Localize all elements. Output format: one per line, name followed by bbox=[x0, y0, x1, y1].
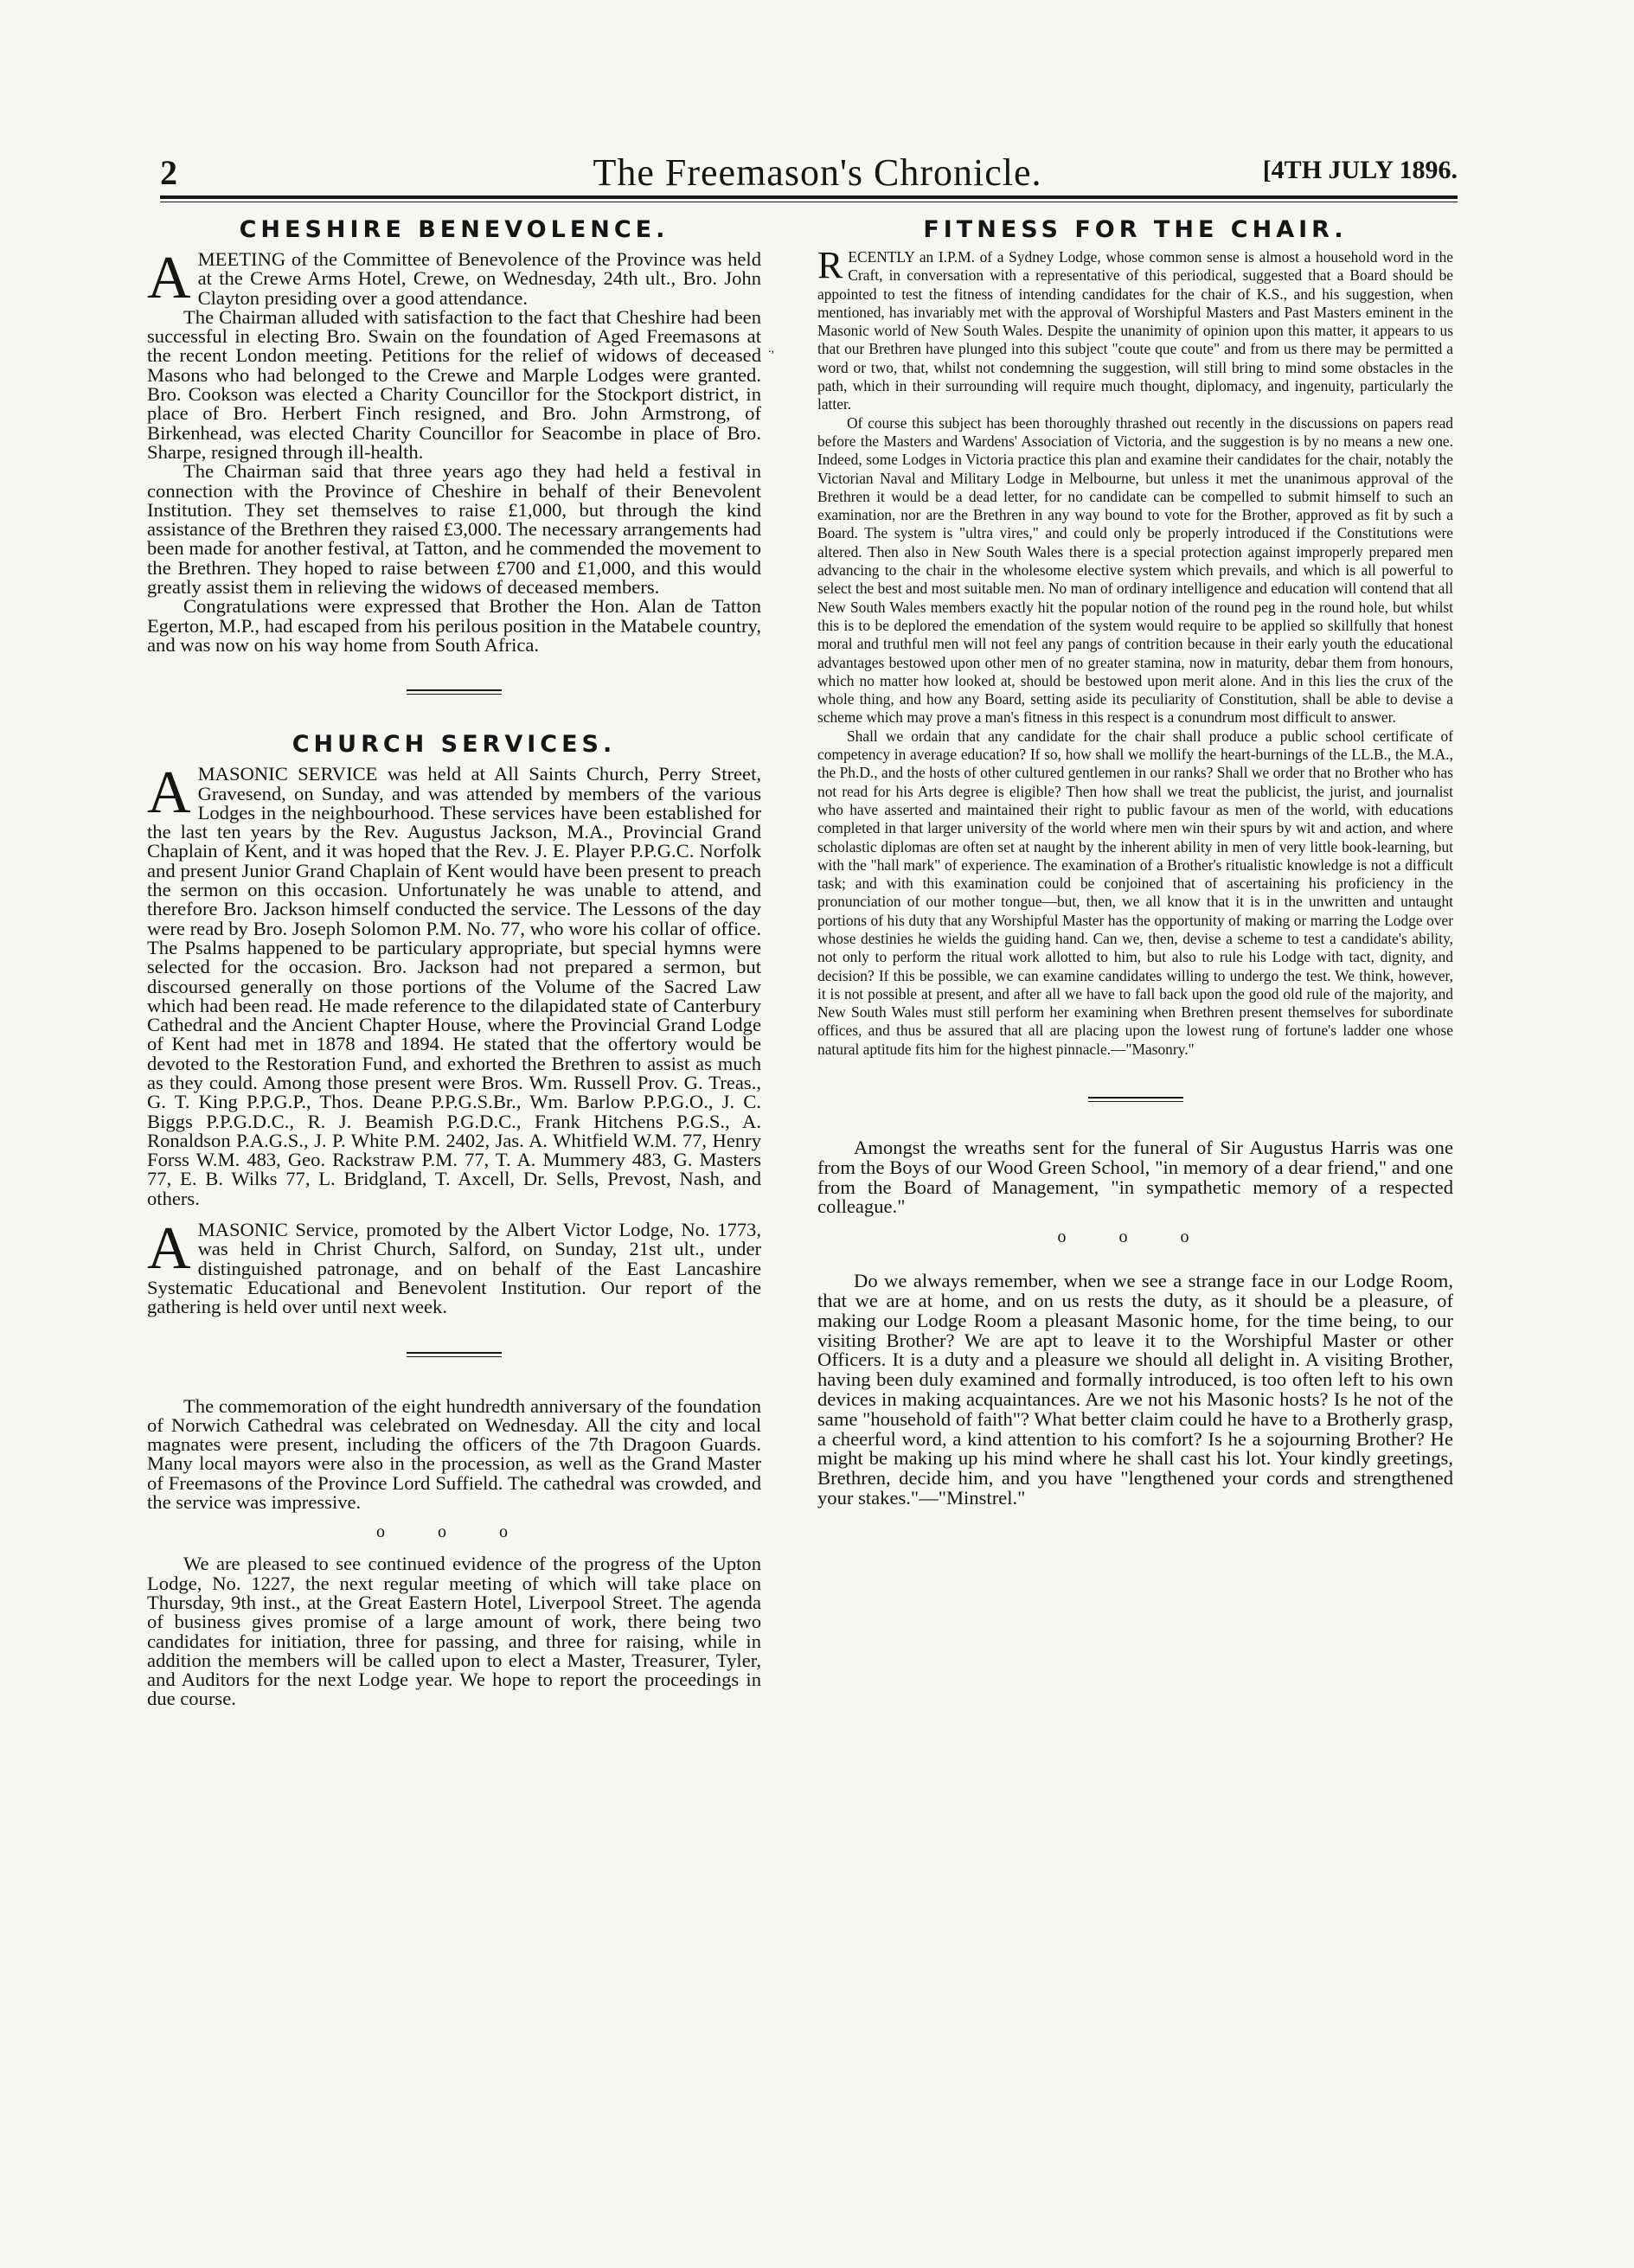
fitness-paragraph-1: RECENTLY an I.P.M. of a Sydney Lodge, whose common sense is almost a household word in the Craft, in conversation with a representative of this periodical, suggested that a Board should be appointed to test the fitness of intending candidates for the chair of K.S., and his suggestion, when mentioned, has invariably met with the approval of Worshipful Masters and Past Masters eminent in the Masonic world of New South Wales. Despite the unanimity of opinion upon this matter, it appears to us that our Brethren have plunged into this subject "coute que coute" and from us there may be permitted a word or two, that, whilst not condemning the suggestion, will still bring to mind some obstacles in the path, which in their surrounding will require much thought, diplomacy, and ingenuity, particularly the latter. bbox=[817, 244, 1453, 413]
ornament-dots: o o o bbox=[376, 1522, 532, 1542]
cheshire-paragraph-1: AMEETING of the Committee of Benevolence of the Province was held at the Crewe Arms Hotel, Crewe, on Wednesday, 24th ult., Bro. John Clayton presiding over a good attendance. bbox=[147, 245, 761, 311]
cheshire-paragraph-3: The Chairman said that three years ago they had held a festival in connection with the Province of Cheshire in behalf of their Benevolent Institution. They set themselves to raise £1,000, but through the kind assistance of the Brethren they raised £3,000. The necessary arrangements had been made for another festival, at Tatton, and he commended the movement to the Brethren. They hoped to raise between £700 and £1,000, and this would greatly assist them in relieving the widows of deceased members. bbox=[147, 460, 761, 599]
fitness-paragraph-3: Shall we ordain that any candidate for the chair shall produce a public school certificate of competency in average education? If so, how shall we mollify the heart-burnings of the LL.B., the M.A., the Ph.D., and the hosts of other cultured gentlemen in our ranks? Shall we order that no Brother who has not read for his Arts degree is eligible? Then how shall we treat the publicist, the jurist, and journalist who have asserted and maintained their right to public favour as men of the world, with educations completed in that larger university of the world where men win their spurs by wit and action, and where scholastic diplomas are often set at naught by the inherent ability in men of very little book-learning, but with the "hall mark" of experience. The examination of a Brother's ritualistic knowledge is not a difficult task; and with this examination could be conjoined that of ascertaining his proficiency in the pronunciation of our mother tongue—but, then, we all know that it is in the unwritten and untaught portions of his duty that any Worshipful Master has the opportunity of making or marring the Lodge over whose destinies he wields the guiding hand. Can we, then, devise a scheme to test a candidate's ability, not only to perform the ritual work allotted to him, but also to rule his Lodge with tact, dignity, and decision? If this be possible, we can examine candidates willing to undergo the test. We think, however, it is not possible at present, and after all we have to fall back upon the good old rule of the majority, and New South Wales must still perform her examining when Brethren present themselves for subordinate offices, and thus be assured that all are placing upon the lowest rung of fortune's ladder one whose natural aptitude fits him for the highest pinnacle.—"Masonry." bbox=[817, 727, 1453, 1058]
drop-cap: A bbox=[147, 759, 191, 827]
issue-date: [4TH JULY 1896. bbox=[1262, 156, 1458, 184]
church-paragraph-1: AMASONIC SERVICE was held at All Saints Church, Perry Street, Gravesend, on Sunday, and was attended by members of the various Lodges in the neighbourhood. These services have been established for the last ten years by the Rev. Augustus Jackson, M.A., Provincial Grand Chaplain of Kent, and it was hoped that the Rev. J. E. Player P.P.G.C. Norfolk and present Junior Grand Chaplain of Kent would have been present to preach the sermon on this occasion. Unfortunately he was unable to attend, and therefore Bro. Jackson himself conducted the service. The Lessons of the day were read by Bro. Joseph Solomon P.M. No. 77, who wore his collar of office. The Psalms happened to be particulary appropriate, but special hymns were selected for the occasion. Bro. Jackson had not prepared a sermon, but discoursed generally on those portions of the Volume of the Sacred Law which had been read. He made reference to the dilapidated state of Canterbury Cathedral and the Ancient Chapter House, where the Provincial Grand Lodge of Kent had met in 1878 and 1894. He stated that the offertory would be devoted to the Restoration Fund, and exhorted the Brethren to assist as much as they could. Among those present were Bros. Wm. Russell Prov. G. Treas., G. T. King P.P.G.P., Thos. Deane P.P.G.S.Br., Wm. Barlow P.P.G.O., J. C. Biggs P.P.G.D.C., R. J. Beamish P.G.D.C., Frank Hitchens P.G.S., A. Ronaldson P.A.G.S., J. P. White P.M. 2402, Jas. A. Whitfield W.M. 77, Henry Forss W.M. 483, Geo. Rackstraw P.M. 77, T. A. Mummery 483, G. Masters 77, E. B. Wilks 77, L. Bridgland, T. Axcell, Dr. Sells, Prevost, Nash, and others. bbox=[147, 759, 761, 1209]
stranger-paragraph: Do we always remember, when we see a strange face in our Lodge Room, that we are at home, and on us rests the duty, as it should be a pleasure, of making our Lodge Room a pleasant Masonic home, for the time being, to our visiting Brother? We are apt to leave it to the Worshipful Master or other Officers. It is a duty and a pleasure we should all delight in. A visiting Brother, having been duly examined and formally introduced, is too often left to his own devices in making acquaintances. Are we not his Masonic hosts? Is he not of the same "household of faith"? What better claim could he have to a Brotherly grasp, a cheerful word, a kind attention to his comfort? Is he a sojourning Brother? He might be making up his mind where he shall cast his lot. Your kindly greetings, Brethren, decide him, and you have "lengthened your cords and strengthened your stakes."—"Minstrel." bbox=[817, 1270, 1453, 1509]
norwich-paragraph: The commemoration of the eight hundredth anniversary of the foundation of Norwich Cathedral was celebrated on Wednesday. All the city and local magnates were present, including the officers of the 7th Dragoon Guards. Many local mayors were also in the procession, as well as the Grand Master of Freemasons of the Province Lord Suffield. The cathedral was crowded, and the service was impressive. bbox=[147, 1394, 761, 1514]
section-divider bbox=[407, 1352, 502, 1357]
masthead-rule bbox=[160, 195, 1458, 199]
section-divider bbox=[1088, 1097, 1183, 1102]
right-column bbox=[817, 216, 1453, 1509]
cheshire-heading: CHESHIRE BENEVOLENCE. bbox=[239, 216, 670, 243]
fitness-heading: FITNESS FOR THE CHAIR. bbox=[923, 216, 1348, 243]
upton-paragraph: We are pleased to see continued evidence of the progress of the Upton Lodge, No. 1227, the next regular meeting of which will take place on Thursday, 9th inst., at the Great Eastern Hotel, Liverpool Street. The agenda of business gives promise of a large amount of work, there being two candidates for initiation, three for passing, and three for raising, while in addition the members will be called upon to elect a Master, Treasurer, Tyler, and Auditors for the next Lodge year. We hope to report the proceedings in due course. bbox=[147, 1553, 761, 1710]
harris-paragraph: Amongst the wreaths sent for the funeral of Sir Augustus Harris was one from the Boys of our Wood Green School, "in memory of a dear friend," and one from the Board of Management, "in sympathetic memory of a respected colleague." bbox=[817, 1137, 1453, 1218]
left-column bbox=[147, 216, 761, 1709]
church-heading: CHURCH SERVICES. bbox=[292, 731, 617, 759]
drop-cap: A bbox=[147, 245, 191, 311]
drop-cap: R bbox=[817, 244, 843, 286]
page-number: 2 bbox=[160, 153, 177, 192]
section-divider bbox=[407, 689, 502, 695]
fitness-article bbox=[817, 216, 1453, 1059]
margin-mark: ., bbox=[768, 343, 774, 356]
church-paragraph-2: AMASONIC Service, promoted by the Albert Victor Lodge, No. 1773, was held in Christ Church, Salford, on Sunday, 21st ult., under distinguished patronage, and on behalf of the East Lancashire Systematic Educational and Benevolent Institution. Our report of the gathering is held over until next week. bbox=[147, 1215, 761, 1318]
drop-cap: A bbox=[147, 1215, 191, 1283]
ornament-dots: o o o bbox=[1057, 1227, 1214, 1247]
paper-title: The Freemason's Chronicle. bbox=[593, 151, 1042, 194]
cheshire-paragraph-4: Congratulations were expressed that Brother the Hon. Alan de Tatton Egerton, M.P., had escaped from his perilous position in the Matabele country, and was now on his way home from South Africa. bbox=[147, 595, 761, 656]
cheshire-paragraph-2: The Chairman alluded with satisfaction to the fact that Cheshire had been successful in electing Bro. Swain on the foundation of Aged Freemasons at the recent London meeting. Petitions for the relief of widows of deceased Masons who had belonged to the Crewe and Marple Lodges were granted. Bro. Cookson was elected a Charity Councillor for the Stockport district, in place of Bro. Herbert Finch resigned, and Bro. John Armstrong, of Birkenhead, was elected Charity Councillor for Seacombe in place of Bro. Sharpe, resigned through ill-health. bbox=[147, 305, 761, 463]
masthead bbox=[160, 151, 1458, 194]
notes-section bbox=[817, 1138, 1453, 1509]
fitness-paragraph-2: Of course this subject has been thoroughly thrashed out recently in the discussions on papers read before the Masters and Wardens' Association of Victoria, and the suggestion is by no means a new one. Indeed, some Lodges in Victoria practice this plan and examine their candidates for the chair, notably the Victorian Naval and Military Lodge in Melbourne, but unless it met the unanimous approval of the Brethren it would be a dead letter, for no candidate can be compelled to submit himself to such an examination, nor are the Brethren in any way bound to vote for the Brother, approved as fit by such a Board. The system is "ultra vires," and could only be properly introduced if the Constitutions were altered. Then also in New South Wales there is a special protection against improperly prepared men advancing to the chair in the wholesome elective system which prevails, and which is all powerful to select the best and most suitable men. No man of ordinary intelligence and education will contend that all New South Wales members exactly hit the popular notion of the round peg in the round hole, but whilst this is to be deplored the emendation of the system would require to be applied so skillfully that honest moral and truthful men will not feel any pangs of contrition because in their early youth the educational advantages bestowed upon other men of no greater stamina, now in maturity, debar them from honours, which no matter how looked at, should be bestowed upon merit alone. And in this lies the crux of the whole thing, and how any Board, setting aside its peculiarity of Constitution, shall be able to devise a scheme which may prove a man's fitness in this respect is a conundrum most difficult to answer. bbox=[817, 413, 1453, 727]
